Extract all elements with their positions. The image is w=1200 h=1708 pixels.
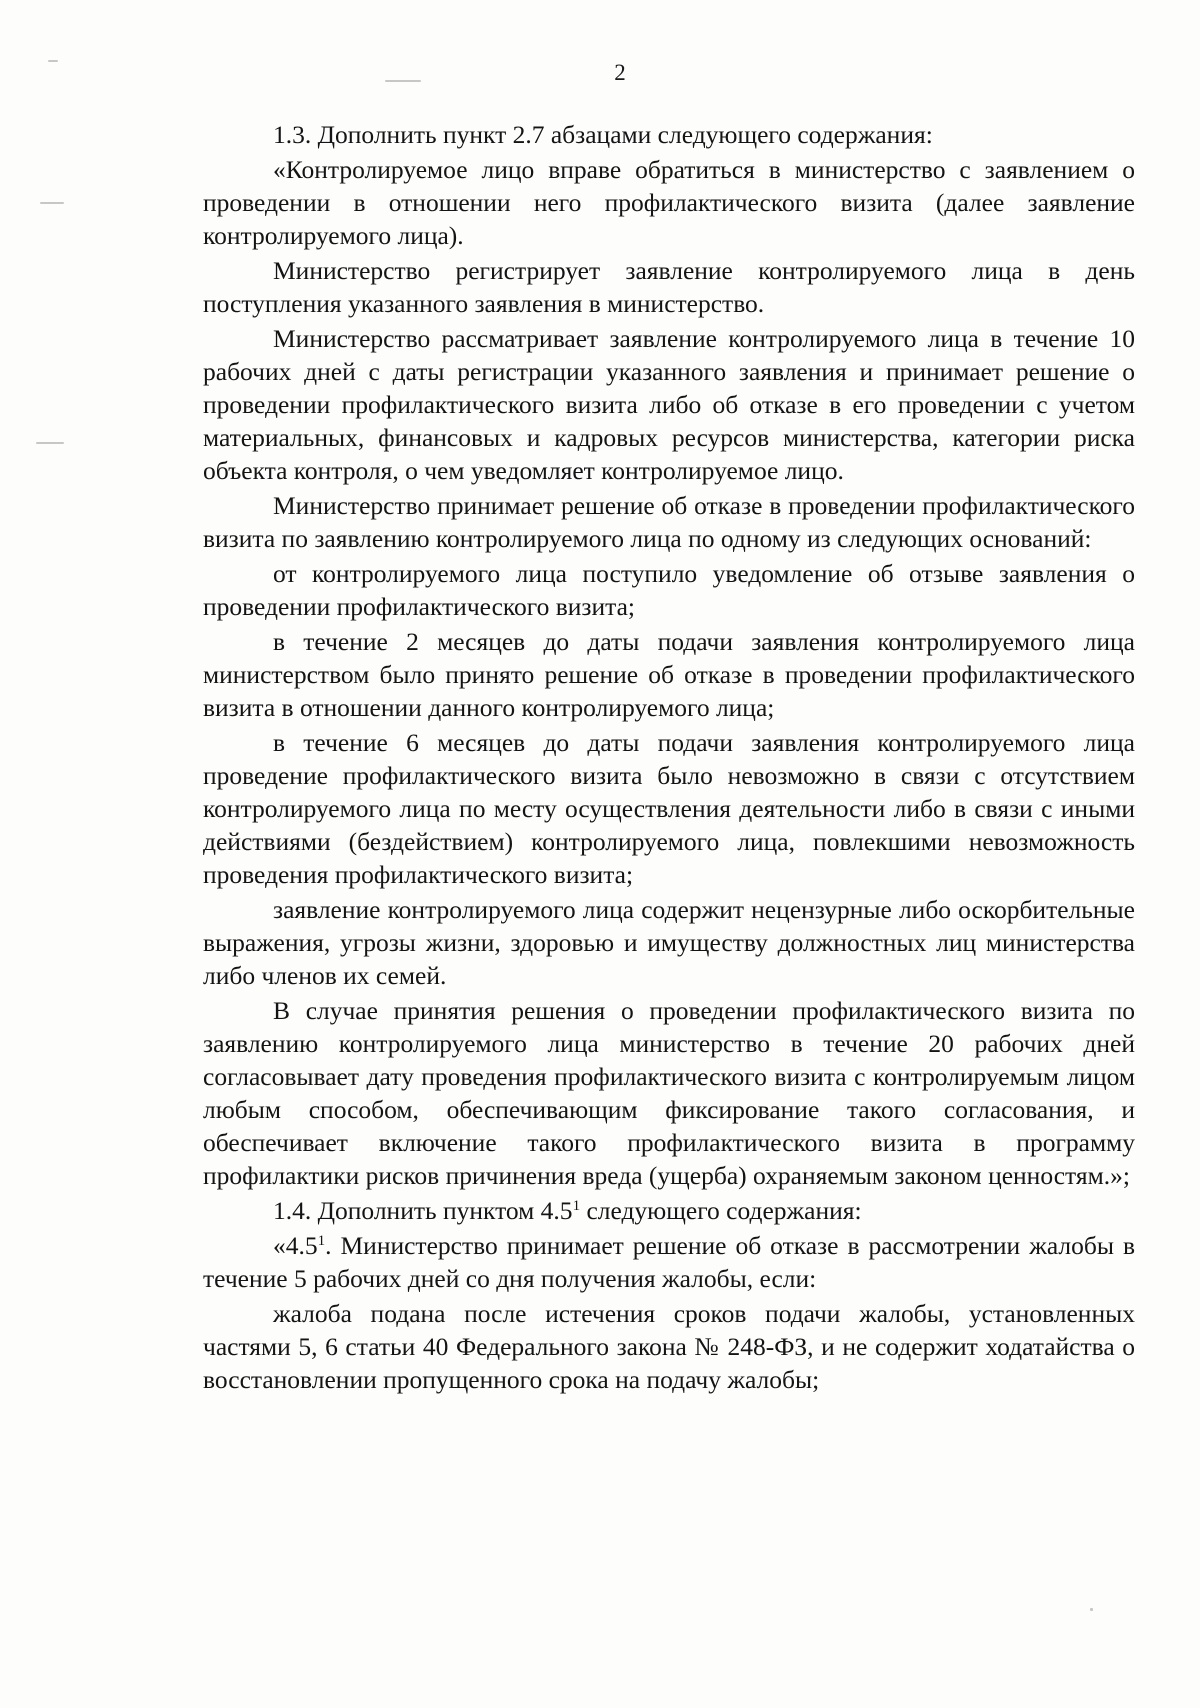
superscript: 1 bbox=[317, 1233, 326, 1249]
scan-speck bbox=[36, 442, 64, 444]
paragraph-complaint-late: жалоба подана после истечения сроков подачи жалобы, установленных частями 5, 6 статьи 40 Федерального закона № 248-ФЗ, и не содержит ходатайства о восстановлении пропущенного срока на подачу жалобы; bbox=[203, 1299, 1135, 1394]
scan-speck bbox=[1090, 1608, 1093, 1611]
scan-speck bbox=[385, 80, 421, 82]
paragraph-visit-approval: В случае принятия решения о проведении профилактического визита по заявлению контролируемого лица министерство в течение 20 рабочих дней согласовывает дату проведения профилактического визита с контролируемым лицом любым способом, обеспечивающим фиксирование такого согласования, и обеспечивает включение такого профилактического визита в программу профилактики рисков причинения вреда (ущерба) охраняемым законом ценностям.»; bbox=[203, 996, 1135, 1190]
paragraph-clause-4-5-1 bbox=[203, 1229, 1135, 1295]
clause-1-4-text: 1.4. Дополнить пунктом 4.5 bbox=[273, 1196, 573, 1225]
paragraph-clause-1-3: 1.3. Дополнить пункт 2.7 абзацами следующего содержания: bbox=[273, 120, 933, 149]
clause-1-4-text-end: следующего содержания: bbox=[580, 1196, 862, 1225]
paragraph-request-right: «Контролируемое лицо вправе обратиться в министерство с заявлением о проведении в отношении него профилактического визита (далее заявление контролируемого лица). bbox=[203, 155, 1135, 250]
scan-speck bbox=[40, 202, 64, 204]
paragraph-clause-1-4 bbox=[203, 1194, 1135, 1227]
page-number: 2 bbox=[614, 60, 626, 85]
clause-4-5-1-text: «4.5 bbox=[273, 1231, 318, 1260]
paragraph-registration: Министерство регистрирует заявление контролируемого лица в день поступления указанного заявления в министерство. bbox=[203, 256, 1135, 318]
superscript: 1 bbox=[572, 1198, 581, 1214]
paragraph-ground-2-months: в течение 2 месяцев до даты подачи заявления контролируемого лица министерством было принято решение об отказе в проведении профилактического визита в отношении данного контролируемого лица; bbox=[203, 627, 1135, 722]
paragraph-ground-6-months: в течение 6 месяцев до даты подачи заявления контролируемого лица проведение профилактического визита было невозможно в связи с отсутствием контролируемого лица по месту осуществления деятельности либо в связи с иными действиями (бездействием) контролируемого лица, повлекшими невозможность проведения профилактического визита; bbox=[203, 728, 1135, 889]
paragraph-review-term: Министерство рассматривает заявление контролируемого лица в течение 10 рабочих дней с даты регистрации указанного заявления и принимает решение о проведении профилактического визита либо об отказе в его проведении с учетом материальных, финансовых и кадровых ресурсов министерства, категории риска объекта контроля, о чем уведомляет контролируемое лицо. bbox=[203, 324, 1135, 485]
clause-4-5-1-text-end: . Министерство принимает решение об отказе в рассмотрении жалобы в течение 5 рабочих дней со дня получения жалобы, если: bbox=[203, 1231, 1135, 1293]
document-body bbox=[203, 118, 1135, 1398]
paragraph-ground-withdrawal: от контролируемого лица поступило уведомление об отзыве заявления о проведении профилактического визита; bbox=[203, 559, 1135, 621]
scan-speck bbox=[48, 60, 58, 62]
paragraph-ground-obscene: заявление контролируемого лица содержит нецензурные либо оскорбительные выражения, угрозы жизни, здоровью и имуществу должностных лиц министерства либо членов их семей. bbox=[203, 895, 1135, 990]
paragraph-refusal-grounds: Министерство принимает решение об отказе в проведении профилактического визита по заявлению контролируемого лица по одному из следующих оснований: bbox=[203, 491, 1135, 553]
